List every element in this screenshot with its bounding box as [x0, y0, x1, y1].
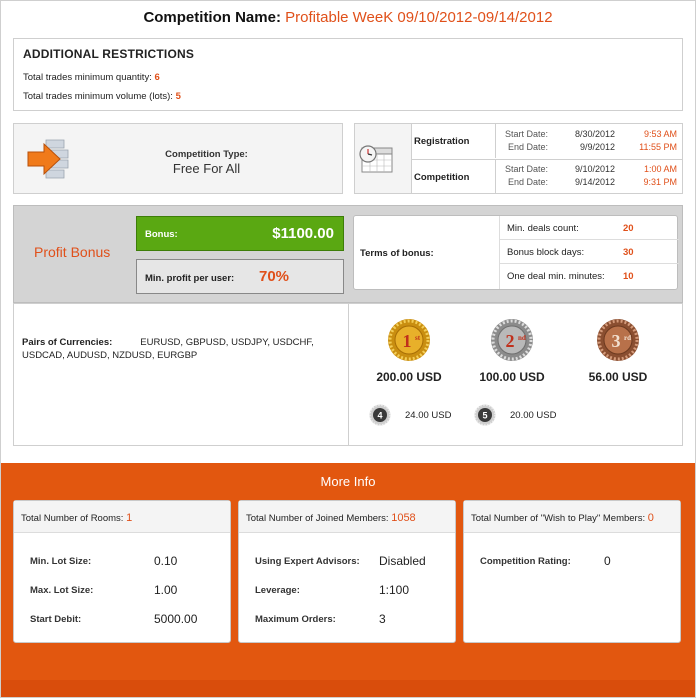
- wish-count-label: Total Number of "Wish to Play" Members:: [471, 513, 646, 524]
- members-count-value: 1058: [391, 512, 416, 524]
- more-info-title: More Info: [320, 474, 376, 489]
- restrictions-panel: [13, 38, 683, 111]
- detail-row: [464, 554, 680, 570]
- fifth-prize-amount: 20.00 USD: [510, 410, 557, 421]
- detail-value: 1:100: [379, 583, 410, 597]
- arrow-icon: [24, 134, 74, 184]
- bonus-label: Bonus:: [145, 229, 178, 240]
- members-count-label: Total Number of Joined Members:: [246, 513, 389, 524]
- terms-row-value: 20: [623, 223, 634, 234]
- detail-label: Competition Rating:: [480, 556, 571, 567]
- min-profit-label: Min. profit per user:: [145, 273, 235, 284]
- terms-row-label: Bonus block days:: [507, 247, 585, 258]
- members-count: [246, 512, 416, 524]
- profit-bonus-title: Profit Bonus: [34, 244, 111, 260]
- detail-row: [14, 583, 230, 599]
- terms-row-value: 30: [623, 247, 634, 258]
- silver-medal-suffix: nd: [518, 334, 526, 342]
- terms-row: [500, 264, 679, 288]
- currency-pairs-panel: [13, 303, 349, 446]
- calendar-clock-icon: [355, 124, 412, 193]
- fourth-place-icon: [369, 404, 391, 426]
- competition-type-panel: [13, 123, 343, 194]
- terms-row: [500, 240, 679, 264]
- prizes-panel: [348, 303, 683, 446]
- bonus-section: [13, 205, 683, 303]
- detail-row: [14, 554, 230, 570]
- registration-label: Registration: [414, 136, 470, 147]
- third-prize-amount: 56.00 USD: [588, 370, 648, 384]
- registration-start: [496, 129, 683, 142]
- rooms-card: [13, 500, 231, 643]
- members-card-header: [239, 501, 455, 533]
- currency-pairs: [22, 336, 337, 362]
- registration-end-label: End Date:: [507, 142, 548, 152]
- min-quantity-row: [23, 72, 160, 83]
- registration-end-date: 9/9/2012: [579, 142, 615, 152]
- detail-value: 3: [379, 612, 386, 626]
- competition-end-label: End Date:: [507, 177, 548, 187]
- terms-row-value: 10: [623, 271, 634, 282]
- detail-label: Using Expert Advisors:: [255, 556, 360, 567]
- registration-dates: [495, 124, 682, 158]
- gold-medal-rank: 1: [402, 331, 412, 351]
- detail-value: 0: [604, 554, 611, 568]
- gold-medal-icon: [387, 318, 431, 362]
- competition-name-value: Profitable WeeK 09/10/2012-09/14/2012: [285, 9, 553, 26]
- min-quantity-label: Total trades minimum quantity:: [23, 72, 152, 83]
- bonus-box: [136, 216, 344, 251]
- detail-label: Maximum Orders:: [255, 614, 336, 625]
- competition-row: [412, 159, 682, 193]
- detail-row: [239, 612, 455, 628]
- fourth-place-rank: 4: [377, 410, 383, 421]
- more-info-section: [1, 463, 695, 696]
- rooms-count: [21, 512, 132, 524]
- detail-label: Min. Lot Size:: [30, 556, 92, 567]
- detail-value: 5000.00: [154, 612, 198, 626]
- competition-start-time: 1:00 AM: [643, 164, 677, 174]
- terms-box: [353, 215, 678, 290]
- fifth-place-rank: 5: [482, 410, 488, 421]
- dates-panel: [354, 123, 683, 194]
- competition-type-label: Competition Type:: [165, 149, 248, 160]
- min-volume-row: [23, 91, 181, 102]
- registration-start-time: 9:53 AM: [643, 129, 677, 139]
- detail-row: [239, 554, 455, 570]
- members-card: [238, 500, 456, 643]
- terms-row-label: One deal min. minutes:: [507, 271, 605, 282]
- min-volume-value: 5: [175, 91, 181, 102]
- rooms-card-header: [14, 501, 230, 533]
- competition-start-label: Start Date:: [504, 164, 548, 174]
- competition-end: [496, 177, 683, 190]
- gold-medal-suffix: st: [415, 334, 421, 342]
- wish-card-header: [464, 501, 680, 533]
- competition-label: Competition: [414, 172, 470, 183]
- competition-type-value: Free For All: [172, 161, 241, 176]
- registration-end: [496, 142, 683, 155]
- fourth-prize-amount: 24.00 USD: [405, 410, 452, 421]
- detail-row: [239, 583, 455, 599]
- wish-count: [471, 512, 654, 524]
- competition-start: [496, 164, 683, 177]
- bronze-medal-suffix: rd: [624, 334, 631, 342]
- competition-end-date: 9/14/2012: [574, 177, 615, 187]
- terms-row: [500, 216, 679, 240]
- wish-count-value: 0: [647, 512, 654, 524]
- min-quantity-value: 6: [154, 72, 160, 83]
- terms-row-label: Min. deals count:: [507, 223, 579, 234]
- detail-row: [14, 612, 230, 628]
- first-prize-amount: 200.00 USD: [376, 370, 442, 384]
- second-prize-amount: 100.00 USD: [479, 370, 545, 384]
- registration-start-date: 8/30/2012: [574, 129, 615, 139]
- min-profit-value: 70%: [259, 268, 290, 285]
- terms-label: Terms of bonus:: [360, 248, 434, 259]
- bonus-value: $1100.00: [272, 225, 334, 242]
- registration-start-label: Start Date:: [504, 129, 548, 139]
- competition-title: [0, 9, 696, 26]
- rooms-count-value: 1: [126, 512, 133, 524]
- detail-value: 1.00: [154, 583, 178, 597]
- footer-strip: [1, 680, 695, 697]
- bronze-medal-rank: 3: [611, 331, 621, 351]
- wish-card: [463, 500, 681, 643]
- registration-end-time: 11:55 PM: [639, 142, 677, 152]
- min-volume-label: Total trades minimum volume (lots):: [23, 91, 173, 102]
- rooms-count-label: Total Number of Rooms:: [21, 513, 124, 524]
- fifth-place-icon: [474, 404, 496, 426]
- competition-end-time: 9:31 PM: [643, 177, 677, 187]
- currency-pairs-label: Pairs of Currencies:: [22, 337, 113, 348]
- detail-value: Disabled: [379, 554, 426, 568]
- bronze-medal-icon: [596, 318, 640, 362]
- competition-dates: [495, 160, 682, 194]
- restrictions-title: ADDITIONAL RESTRICTIONS: [23, 47, 195, 61]
- detail-label: Max. Lot Size:: [30, 585, 94, 596]
- detail-label: Leverage:: [255, 585, 300, 596]
- currency-pairs-value: EURUSD, GBPUSD, USDJPY, USDCHF, USDCAD, AUDUSD, NZDUSD, EURGBP: [22, 337, 314, 361]
- detail-label: Start Debit:: [30, 614, 82, 625]
- silver-medal-rank: 2: [505, 331, 515, 351]
- competition-name-label: Competition Name:: [143, 9, 281, 26]
- competition-start-date: 9/10/2012: [574, 164, 615, 174]
- detail-value: 0.10: [154, 554, 178, 568]
- registration-row: [412, 124, 682, 158]
- silver-medal-icon: [490, 318, 534, 362]
- terms-list: [499, 216, 678, 289]
- min-profit-box: [136, 259, 344, 294]
